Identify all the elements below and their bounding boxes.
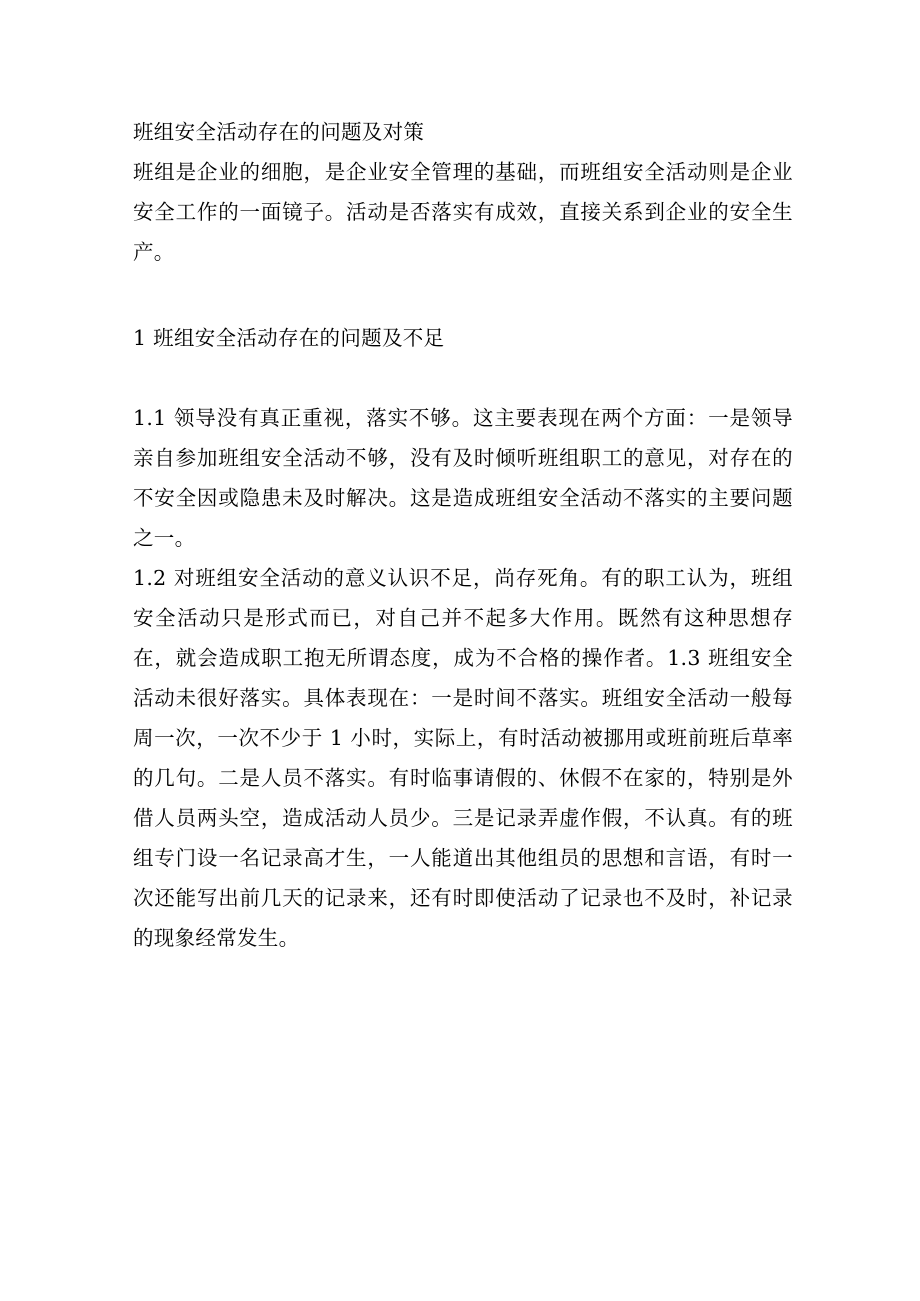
- section-heading: 1 班组安全活动存在的问题及不足: [133, 326, 445, 350]
- paragraph-1-2: 1.2 对班组安全活动的意义认识不足，尚存死角。有的职工认为，班组安全活动只是形式而已，对自己并不起多大作用。既然有这种思想存在，就会造成职工抱无所谓态度，成为不合格的操作者。1.3 班组安全活动未很好落实。具体表现在：一是时间不落实。班组安全活动一般每周一次，一次不少于 1 小时，实际上，有时活动被挪用或班前班后草率的几句。二是人员不落实。有时临事请假的、休假不在家的，特别是外借人员两头空，造成活动人员少。三是记录弄虚作假，不认真。有的班组专门设一名记录高才生，一人能道出其他组员的思想和言语，有时一次还能写出前几天的记录来，还有时即使活动了记录也不及时，补记录的现象经常发生。: [133, 566, 793, 950]
- paragraph-1-1: 1.1 领导没有真正重视，落实不够。这主要表现在两个方面：一是领导亲自参加班组安全活动不够，没有及时倾听班组职工的意见，对存在的不安全因或隐患未及时解决。这是造成班组安全活动不落实的主要问题之一。: [133, 406, 793, 550]
- intro-paragraph: 班组是企业的细胞，是企业安全管理的基础，而班组安全活动则是企业安全工作的一面镜子。活动是否落实有成效，直接关系到企业的安全生产。: [133, 160, 793, 264]
- document-body: [133, 112, 793, 958]
- document-title: 班组安全活动存在的问题及对策: [133, 120, 425, 144]
